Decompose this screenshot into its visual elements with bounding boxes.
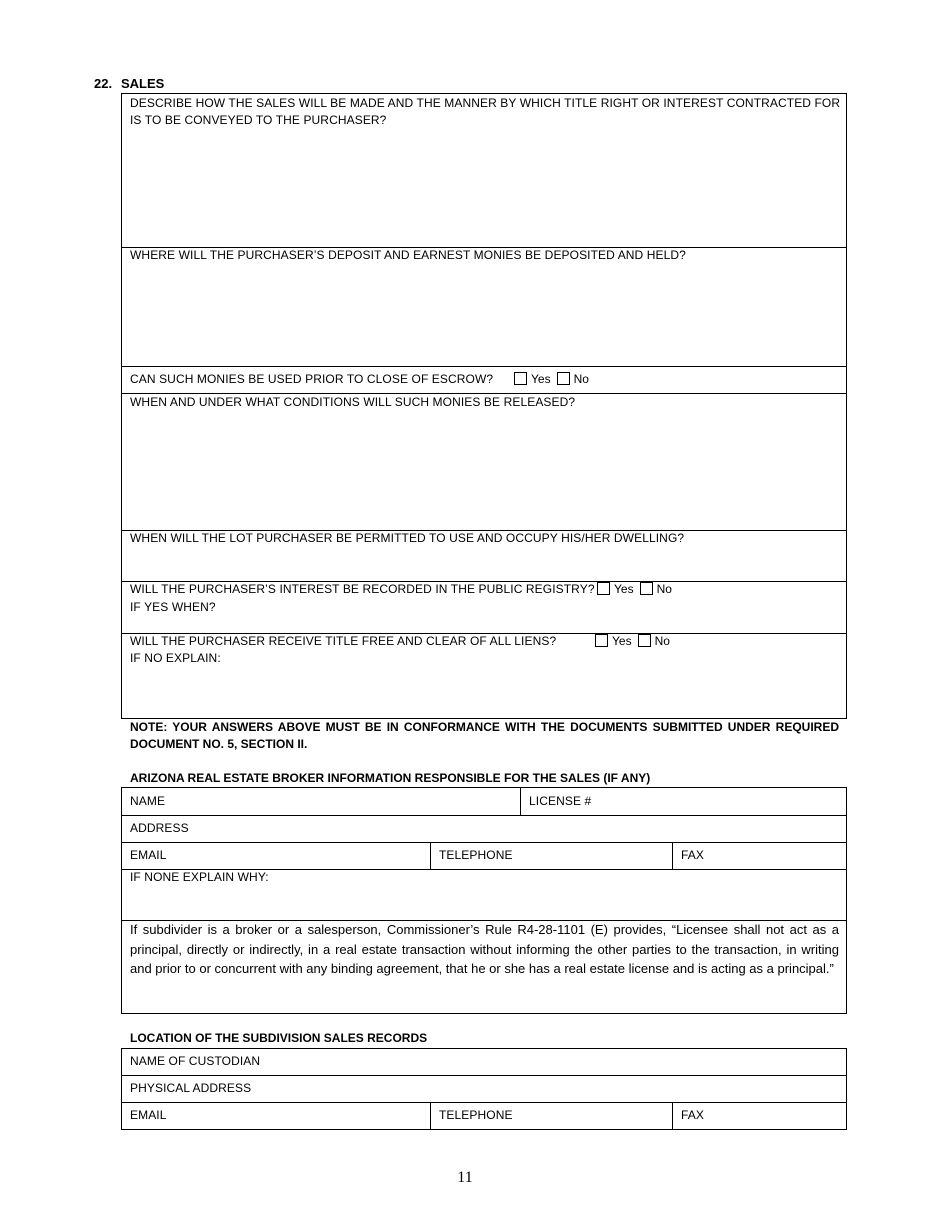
q6-label: WILL THE PURCHASER’S INTEREST BE RECORDED IN THE PUBLIC REGISTRY? bbox=[130, 582, 595, 596]
broker-heading: ARIZONA REAL ESTATE BROKER INFORMATION RESPONSIBLE FOR THE SALES (IF ANY) bbox=[130, 771, 651, 785]
conformance-note: NOTE: YOUR ANSWERS ABOVE MUST BE IN CONFORMANCE WITH THE DOCUMENTS SUBMITTED UNDER REQUIRED DOCUMENT NO. 5, SECTION II. bbox=[130, 720, 839, 751]
broker-email-divider bbox=[430, 842, 431, 870]
q6-yes-checkbox[interactable] bbox=[597, 582, 610, 595]
rule-text: If subdivider is a broker or a salesperson, Commissioner’s Rule R4-28-1101 (E) provides, “Licensee shall not act as a principal, directly or indirectly, in a real estate transaction without informing the other parties to the transaction, in writing and prior to or concurrent with any binding agreement, that he or she has a real estate license and is acting as a principal.” bbox=[130, 922, 839, 976]
records-telephone-label[interactable]: TELEPHONE bbox=[439, 1108, 513, 1122]
q6-no-checkbox[interactable] bbox=[640, 582, 653, 595]
q4-label: WHEN AND UNDER WHAT CONDITIONS WILL SUCH MONIES BE RELEASED? bbox=[130, 395, 576, 409]
q2-label: WHERE WILL THE PURCHASER’S DEPOSIT AND EARNEST MONIES BE DEPOSITED AND HELD? bbox=[130, 248, 686, 262]
q6-follow-label: IF YES WHEN? bbox=[130, 600, 216, 614]
broker-address-label[interactable]: ADDRESS bbox=[130, 821, 189, 835]
page-number: 11 bbox=[457, 1169, 473, 1186]
q3-yes-label: Yes bbox=[531, 372, 551, 386]
q3-no-checkbox[interactable] bbox=[557, 372, 570, 385]
q7-options bbox=[595, 633, 676, 650]
section-number: 22. bbox=[94, 76, 113, 91]
q4-answer-box[interactable] bbox=[121, 393, 847, 531]
q6-no-label: No bbox=[656, 582, 672, 596]
q5-label: WHEN WILL THE LOT PURCHASER BE PERMITTED TO USE AND OCCUPY HIS/HER DWELLING? bbox=[130, 531, 685, 545]
q6-options bbox=[597, 581, 678, 598]
broker-none-label: IF NONE EXPLAIN WHY: bbox=[130, 870, 269, 884]
q7-yes-checkbox[interactable] bbox=[595, 634, 608, 647]
physical-address-label[interactable]: PHYSICAL ADDRESS bbox=[130, 1081, 252, 1095]
q3-yes-checkbox[interactable] bbox=[514, 372, 527, 385]
records-phone-divider bbox=[672, 1102, 673, 1130]
broker-license-label[interactable]: LICENSE # bbox=[529, 794, 592, 808]
q7-yes-label: Yes bbox=[612, 634, 632, 648]
section-title bbox=[94, 76, 164, 91]
q7-no-label: No bbox=[654, 634, 670, 648]
records-email-divider bbox=[430, 1102, 431, 1130]
q2-answer-box[interactable] bbox=[121, 247, 847, 367]
broker-address-row bbox=[121, 815, 847, 843]
records-fax-label[interactable]: FAX bbox=[681, 1108, 704, 1122]
q3-label: CAN SUCH MONIES BE USED PRIOR TO CLOSE OF ESCROW? bbox=[130, 372, 494, 386]
broker-fax-label[interactable]: FAX bbox=[681, 848, 704, 862]
records-email-label[interactable]: EMAIL bbox=[130, 1108, 167, 1122]
q7-label: WILL THE PURCHASER RECEIVE TITLE FREE AND CLEAR OF ALL LIENS? bbox=[130, 634, 557, 648]
broker-email-label[interactable]: EMAIL bbox=[130, 848, 167, 862]
records-heading: LOCATION OF THE SUBDIVISION SALES RECORDS bbox=[130, 1031, 428, 1045]
section-name: SALES bbox=[121, 76, 165, 91]
q7-no-checkbox[interactable] bbox=[638, 634, 651, 647]
q1-label: DESCRIBE HOW THE SALES WILL BE MADE AND THE MANNER BY WHICH TITLE RIGHT OR INTEREST CONTRACTED FOR IS TO BE CONVEYED TO THE PURCHASER? bbox=[130, 96, 841, 127]
q3-options bbox=[514, 371, 595, 388]
broker-name-divider bbox=[520, 787, 521, 816]
q6-yes-label: Yes bbox=[614, 582, 634, 596]
custodian-label[interactable]: NAME OF CUSTODIAN bbox=[130, 1054, 261, 1068]
broker-telephone-label[interactable]: TELEPHONE bbox=[439, 848, 513, 862]
q7-follow-label: IF NO EXPLAIN: bbox=[130, 651, 221, 665]
broker-phone-divider bbox=[672, 842, 673, 870]
broker-name-label[interactable]: NAME bbox=[130, 794, 166, 808]
broker-name-row bbox=[121, 787, 847, 816]
q3-no-label: No bbox=[573, 372, 589, 386]
